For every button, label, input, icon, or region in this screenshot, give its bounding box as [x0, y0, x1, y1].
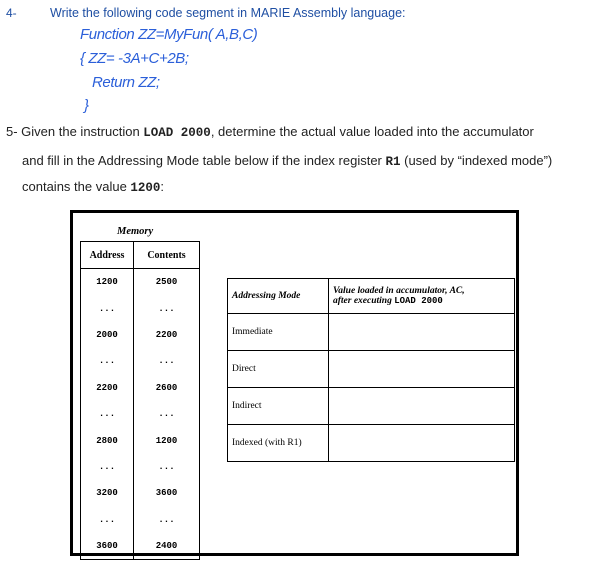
question-5-line-3	[22, 179, 164, 195]
q5-text: contains the value	[22, 179, 131, 194]
q5-text: and fill in the Addressing Mode table below if the index register	[22, 153, 386, 168]
q5-instruction: LOAD 2000	[143, 126, 211, 140]
memory-address: ...	[81, 295, 134, 321]
memory-header-row	[81, 242, 200, 269]
question-4-instruction: Write the following code segment in MARIE Assembly language:	[50, 6, 406, 20]
memory-address: ...	[81, 454, 134, 480]
mode-answer-cell[interactable]	[329, 388, 515, 425]
mode-answer-cell[interactable]	[329, 314, 515, 351]
mode-name: Indexed (with R1)	[228, 425, 329, 462]
memory-table	[80, 241, 200, 560]
memory-contents: 2500	[134, 269, 200, 296]
memory-contents: 2400	[134, 533, 200, 560]
question-5-line-2	[22, 153, 552, 169]
memory-contents: ...	[134, 507, 200, 533]
mode-header-instruction: LOAD 2000	[394, 296, 443, 306]
memory-address: ...	[81, 348, 134, 374]
mode-header-mode: Addressing Mode	[228, 279, 329, 314]
code-line-2: { ZZ= -3A+C+2B;	[80, 50, 189, 67]
memory-address: 1200	[81, 269, 134, 296]
memory-address: ...	[81, 507, 134, 533]
q5-text: (used by “indexed mode”)	[400, 153, 553, 168]
mode-name: Immediate	[228, 314, 329, 351]
memory-contents: 3600	[134, 480, 200, 506]
q5-index-value: 1200	[130, 181, 161, 195]
mode-answer-cell[interactable]	[329, 351, 515, 388]
memory-address: 3600	[81, 533, 134, 560]
mode-header-value-line1: Value loaded in accumulator, AC,	[333, 286, 465, 296]
mode-header-value-text: after executing	[333, 296, 395, 306]
memory-contents: ...	[134, 348, 200, 374]
mode-header-value-line2	[333, 296, 510, 306]
memory-contents: 2200	[134, 322, 200, 348]
memory-contents: 2600	[134, 375, 200, 401]
mode-name: Indirect	[228, 388, 329, 425]
memory-address: 2800	[81, 427, 134, 453]
mode-header-row	[228, 279, 515, 314]
memory-address: ...	[81, 401, 134, 427]
q5-text: , determine the actual value loaded into the accumulator	[210, 124, 534, 139]
q5-text: 5- Given the instruction	[6, 124, 144, 139]
mode-header-value	[329, 279, 515, 314]
memory-contents: 1200	[134, 427, 200, 453]
mode-answer-cell[interactable]	[329, 425, 515, 462]
code-line-1: Function ZZ=MyFun( A,B,C)	[80, 26, 258, 43]
mode-name: Direct	[228, 351, 329, 388]
code-line-4: }	[84, 97, 89, 114]
memory-header-contents: Contents	[134, 242, 200, 269]
q5-register: R1	[385, 155, 401, 169]
memory-title: Memory	[117, 226, 154, 237]
code-line-3: Return ZZ;	[92, 74, 160, 91]
addressing-mode-table	[227, 278, 515, 462]
memory-header-address: Address	[81, 242, 134, 269]
question-4-number: 4-	[6, 6, 17, 20]
q5-text: :	[160, 179, 165, 194]
memory-address: 3200	[81, 480, 134, 506]
memory-address: 2200	[81, 375, 134, 401]
memory-address: 2000	[81, 322, 134, 348]
memory-contents: ...	[134, 295, 200, 321]
memory-contents: ...	[134, 401, 200, 427]
question-5-line-1	[6, 124, 534, 140]
memory-contents: ...	[134, 454, 200, 480]
